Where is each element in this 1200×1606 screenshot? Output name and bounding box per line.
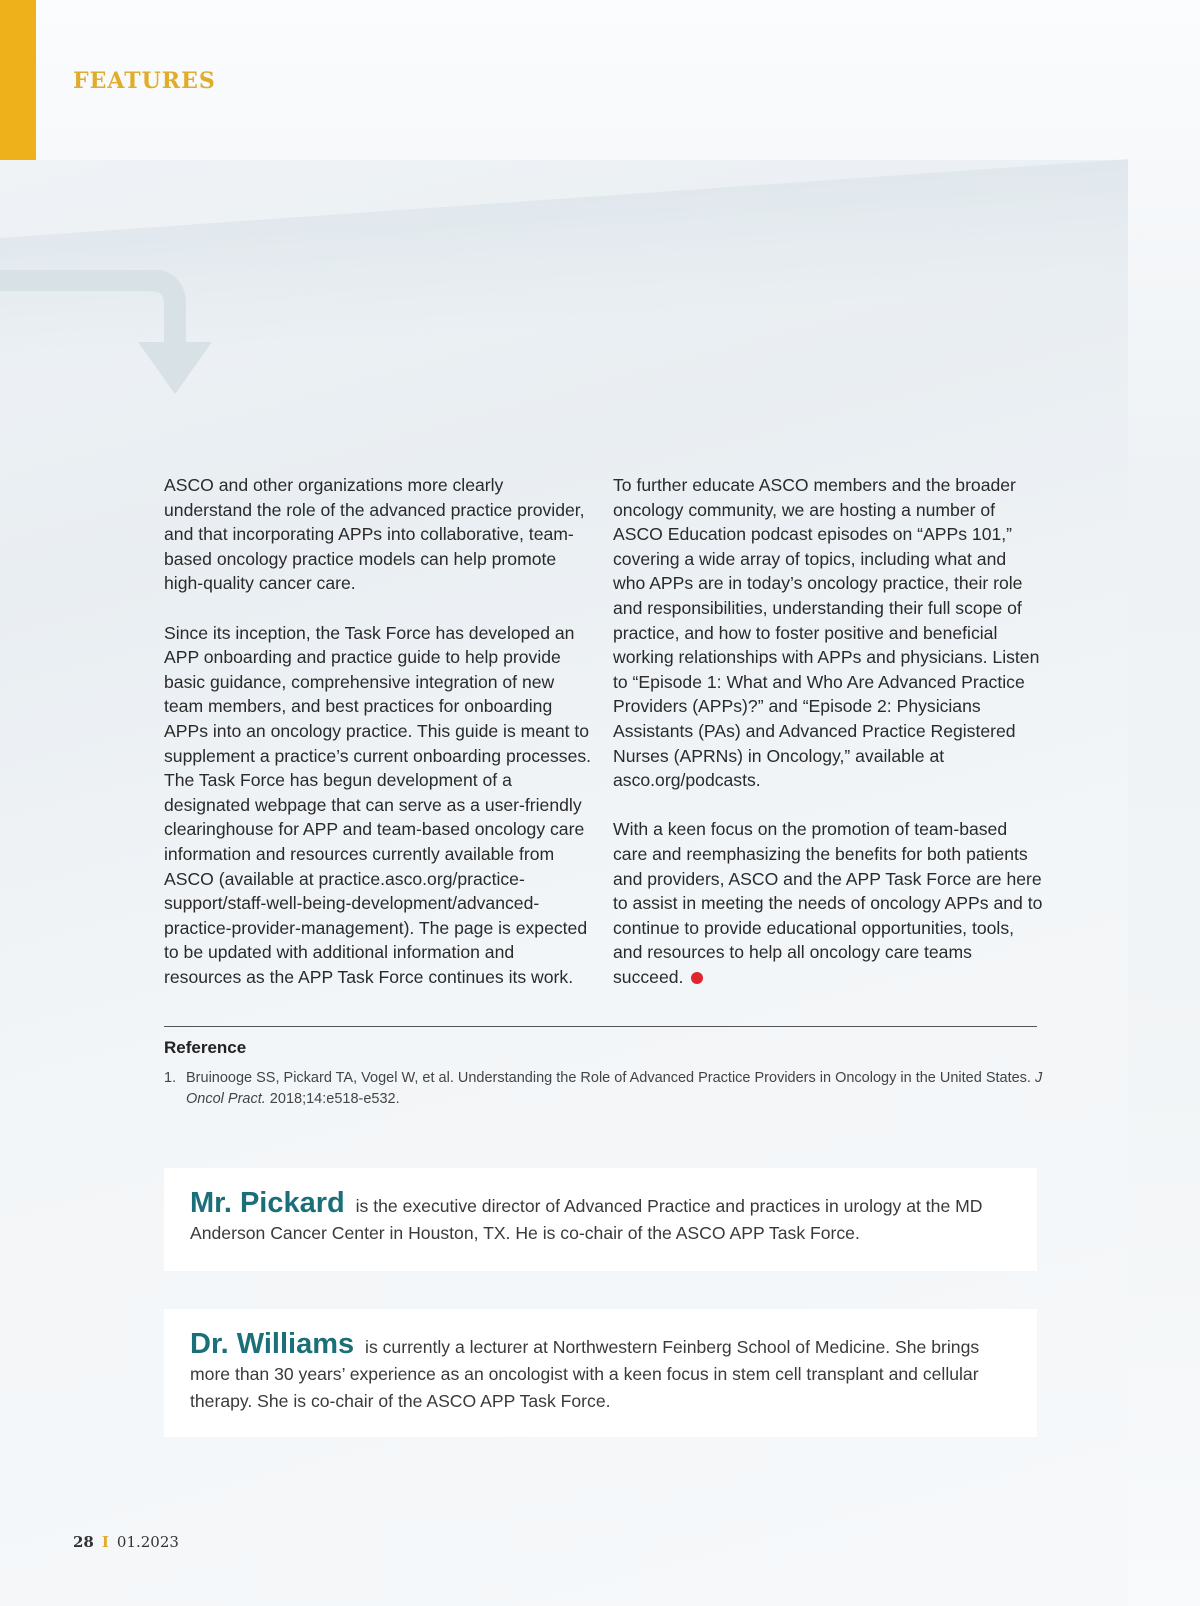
author-bio-text: is currently a lecturer at Northwestern Feinberg School of Medicine. She brings more than 30 years’ experience as an oncologist with a keen focus in stem cell transplant and cellular therapy. She is co-chair of the ASCO APP Task Force.: [190, 1337, 980, 1411]
paragraph-final: [613, 817, 1043, 989]
reference-heading: Reference: [164, 1038, 247, 1057]
author-bio-pickard: [164, 1168, 1037, 1271]
author-bio-text: is the executive director of Advanced Practice and practices in urology at the MD Anderson Cancer Center in Houston, TX. He is co-chair of the ASCO APP Task Force.: [190, 1196, 983, 1243]
issue-date: 01.2023: [116, 1533, 179, 1551]
paragraph: Since its inception, the Task Force has developed an APP onboarding and practice guide to help provide basic guidance, comprehensive integration of new team members, and best practices for onboarding APPs into an oncology practice. This guide is meant to supplement a practice’s current onboarding processes. The Task Force has begun development of a designated webpage that can serve as a user-friendly clearinghouse for APP and team-based oncology care information and resources currently available from ASCO (available at practice.asco.org/practice-support/staff-well-being-development/advanced-practice-provider-management). The page is expected to be updated with additional information and resources as the APP Task Force continues its work.: [164, 622, 592, 987]
author-bio-williams: [164, 1309, 1037, 1437]
reference-divider: [164, 1026, 1037, 1027]
paragraph: ASCO and other organizations more clearly understand the role of the advanced practice provider, and that incorporating APPs into collaborative, team-based oncology practice models can help promote high-quality cancer care.: [164, 475, 585, 594]
citation-text: Bruinooge SS, Pickard TA, Vogel W, et al. Understanding the Role of Advanced Practice Providers in Oncology in the United States.: [186, 1070, 1035, 1086]
footer-separator: I: [101, 1533, 109, 1551]
section-label: FEATURES: [73, 68, 216, 94]
article-column-left: [164, 473, 594, 1014]
reference-number: 1.: [164, 1070, 177, 1086]
page-footer: [73, 1533, 179, 1551]
paragraph-text: With a keen focus on the promotion of team-based care and reemphasizing the benefits for both patients and providers, ASCO and the APP Task Force are here to assist in meeting the needs of oncology APPs and to continue to provide educational opportunities, tools, and resources to help all oncology care teams succeed.: [613, 819, 1043, 987]
paragraph: To further educate ASCO members and the broader oncology community, we are hosting a number of ASCO Education podcast episodes on “APPs 101,” covering a wide array of topics, including what and who APPs are in today’s oncology practice, their role and responsibilities, understanding their full scope of practice, and how to foster positive and beneficial working relationships with APPs and physicians. Listen to “Episode 1: What and Who Are Advanced Practice Providers (APPs)?” and “Episode 2: Physicians Assistants (PAs) and Advanced Practice Registered Nurses (APRNs) in Oncology,” available at asco.org/podcasts.: [613, 475, 1040, 791]
accent-bar: [0, 0, 36, 160]
end-mark-icon: [691, 972, 703, 984]
reference-citation: [186, 1068, 1044, 1109]
page-number: 28: [73, 1533, 94, 1551]
author-name: Mr. Pickard: [190, 1187, 345, 1219]
article-column-right: [613, 473, 1043, 1014]
citation-journal: J Oncol Pract.: [186, 1070, 1043, 1107]
author-name: Dr. Williams: [190, 1328, 355, 1360]
reference-item: [164, 1068, 1044, 1109]
citation-details: 2018;14:e518-e532.: [265, 1090, 400, 1107]
arrow-decoration-icon: [0, 270, 220, 410]
